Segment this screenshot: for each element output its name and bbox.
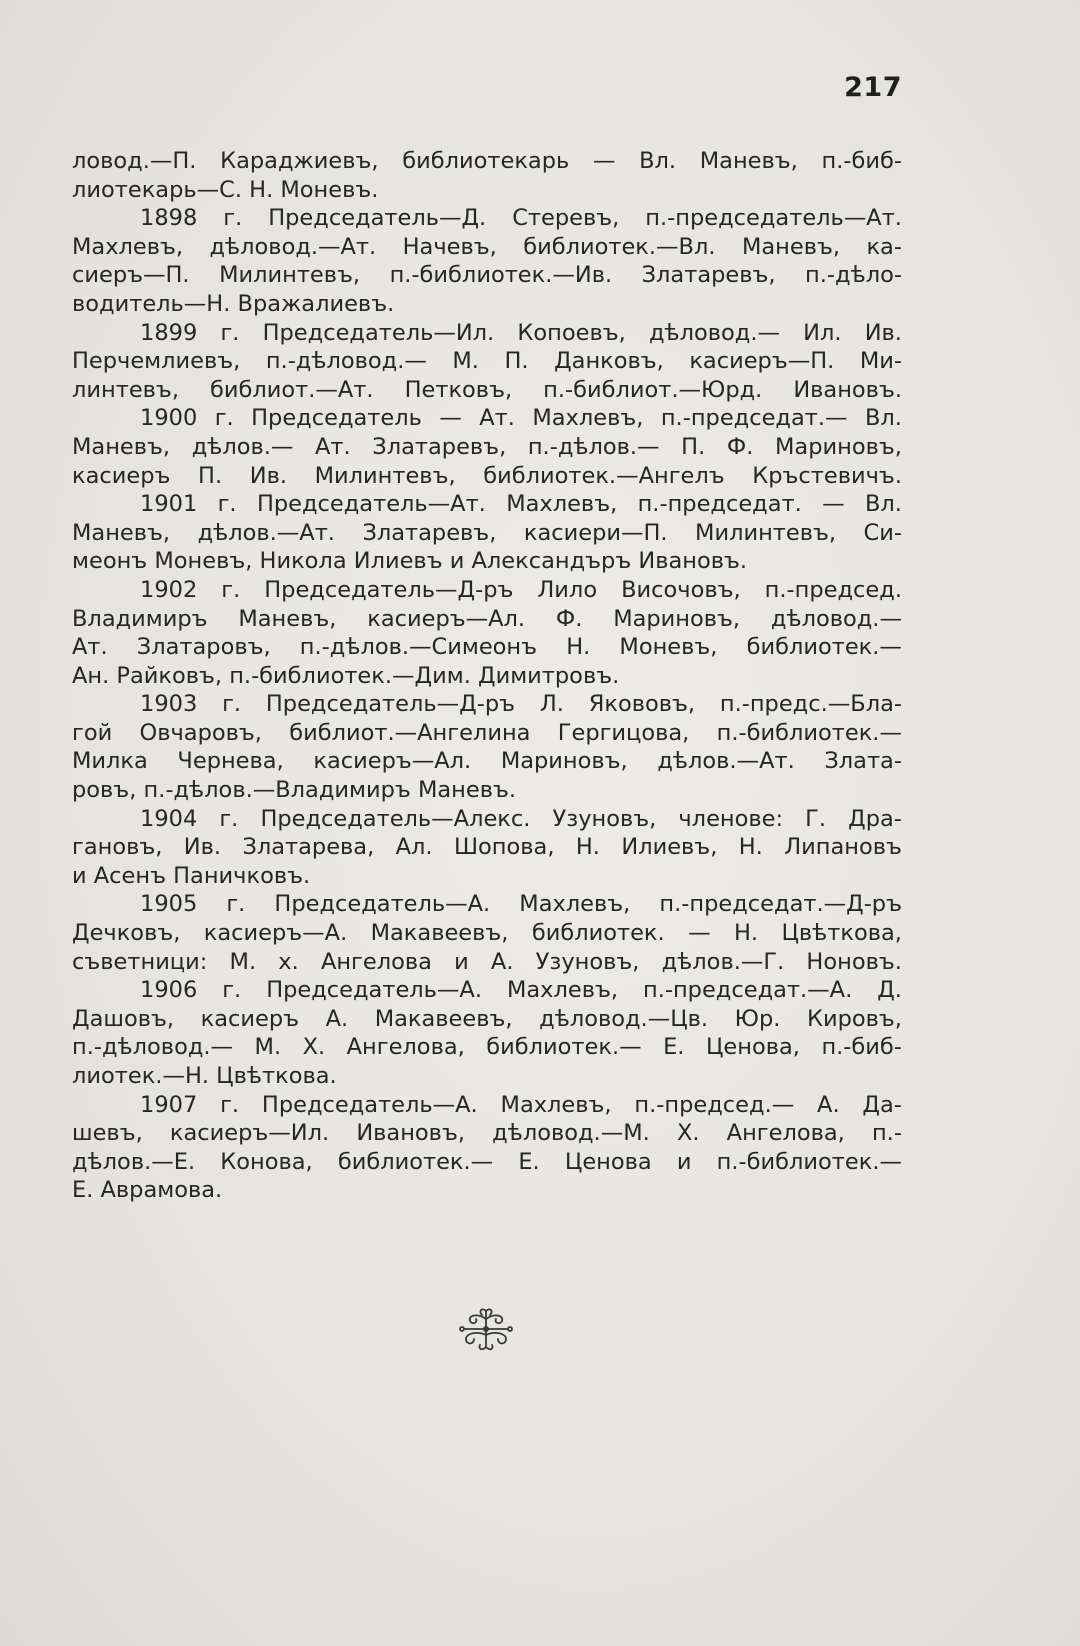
text-line: и Асенъ Паничковъ.: [72, 862, 311, 889]
text-line: 1907 г. Председатель—А. Махлевъ, п.-председ.— А. Да-: [140, 1091, 902, 1118]
text-line: Ан. Райковъ, п.-библиотек.—Дим. Димитровъ.: [72, 662, 620, 689]
text-line: гановъ, Ив. Златарева, Ал. Шопова, Н. Илиевъ, Н. Липановъ: [72, 834, 902, 861]
text-line: водитель—Н. Вражалиевъ.: [72, 290, 395, 317]
text-line: Милка Чернева, касиеръ—Ал. Мариновъ, дѣлов.—Ат. Злата-: [72, 748, 902, 775]
text-body: [72, 147, 902, 1205]
text-line: лиотек.—Н. Цвѣткова.: [72, 1063, 337, 1089]
text-line: Е. Аврамова.: [72, 1177, 223, 1204]
text-line: шевъ, касиеръ—Ил. Ивановъ, дѣловод.—М. Х. Ангелова, п.-: [72, 1120, 902, 1147]
text-line: Дашовъ, касиеръ А. Макавеевъ, дѣловод.—Цв. Юр. Кировъ,: [72, 1005, 902, 1032]
text-line: сиеръ—П. Милинтевъ, п.-библиотек.—Ив. Златаревъ, п.-дѣло-: [72, 262, 902, 289]
text-line: Владимиръ Маневъ, касиеръ—Ал. Ф. Мариновъ, дѣловод.—: [72, 605, 902, 632]
text-line: Маневъ, дѣлов.— Ат. Златаревъ, п.-дѣлов.— П. Ф. Мариновъ,: [72, 433, 902, 460]
text-line: Махлевъ, дѣловод.—Ат. Начевъ, библиотек.—Вл. Маневъ, ка-: [72, 233, 902, 260]
text-line: 1901 г. Председатель—Ат. Махлевъ, п.-председат. — Вл.: [140, 491, 902, 518]
text-line: меонъ Моневъ, Никола Илиевъ и Александъръ Ивановъ.: [72, 548, 748, 575]
text-line: линтевъ, библиот.—Ат. Петковъ, п.-библиот.—Юрд. Ивановъ.: [72, 376, 902, 403]
text-line: Ат. Златаровъ, п.-дѣлов.—Симеонъ Н. Моневъ, библиотек.—: [72, 634, 902, 661]
text-line: гой Овчаровъ, библиот.—Ангелина Гергицова, п.-библиотек.—: [72, 719, 902, 746]
text-line: п.-дѣловод.— М. Х. Ангелова, библиотек.— Е. Ценова, п.-биб-: [72, 1034, 902, 1061]
text-line: 1899 г. Председатель—Ил. Копоевъ, дѣловод.— Ил. Ив.: [140, 319, 902, 346]
text-line: съветници: М. х. Ангелова и А. Узуновъ, дѣлов.—Г. Ноновъ.: [72, 948, 902, 975]
page-number: 217: [844, 72, 902, 103]
text-line: дѣлов.—Е. Конова, библиотек.— Е. Ценова и п.-библиотек.—: [72, 1148, 902, 1175]
floral-ornament-icon: [452, 1305, 520, 1353]
text-line: 1900 г. Председатель — Ат. Махлевъ, п.-председат.— Вл.: [140, 405, 902, 432]
text-line: лиотекарь—С. Н. Моневъ.: [72, 176, 379, 203]
text-line: касиеръ П. Ив. Милинтевъ, библиотек.—Ангелъ Кръстевичъ.: [72, 462, 902, 489]
text-line: Перчемлиевъ, п.-дѣловод.— М. П. Данковъ, касиеръ—П. Ми-: [72, 348, 902, 375]
text-line: 1906 г. Председатель—А. Махлевъ, п.-председат.—А. Д.: [140, 977, 902, 1004]
text-line: 1904 г. Председатель—Алекс. Узуновъ, членове: Г. Дра-: [140, 805, 902, 832]
text-line: Дечковъ, касиеръ—А. Макавеевъ, библиотек. — Н. Цвѣткова,: [72, 920, 902, 947]
text-line: 1898 г. Председатель—Д. Стеревъ, п.-председатель—Ат.: [140, 205, 902, 232]
text-line: Маневъ, дѣлов.—Ат. Златаревъ, касиери—П. Милинтевъ, Си-: [72, 519, 902, 546]
text-line: ловод.—П. Караджиевъ, библиотекарь — Вл. Маневъ, п.-биб-: [72, 148, 902, 174]
text-line: ровъ, п.-дѣлов.—Владимиръ Маневъ.: [72, 777, 517, 804]
text-line: 1903 г. Председатель—Д-ръ Л. Якововъ, п.-предс.—Бла-: [140, 691, 902, 718]
text-line: 1902 г. Председатель—Д-ръ Лило Височовъ, п.-председ.: [140, 576, 902, 603]
text-line: 1905 г. Председатель—А. Махлевъ, п.-председат.—Д-ръ: [140, 891, 902, 918]
